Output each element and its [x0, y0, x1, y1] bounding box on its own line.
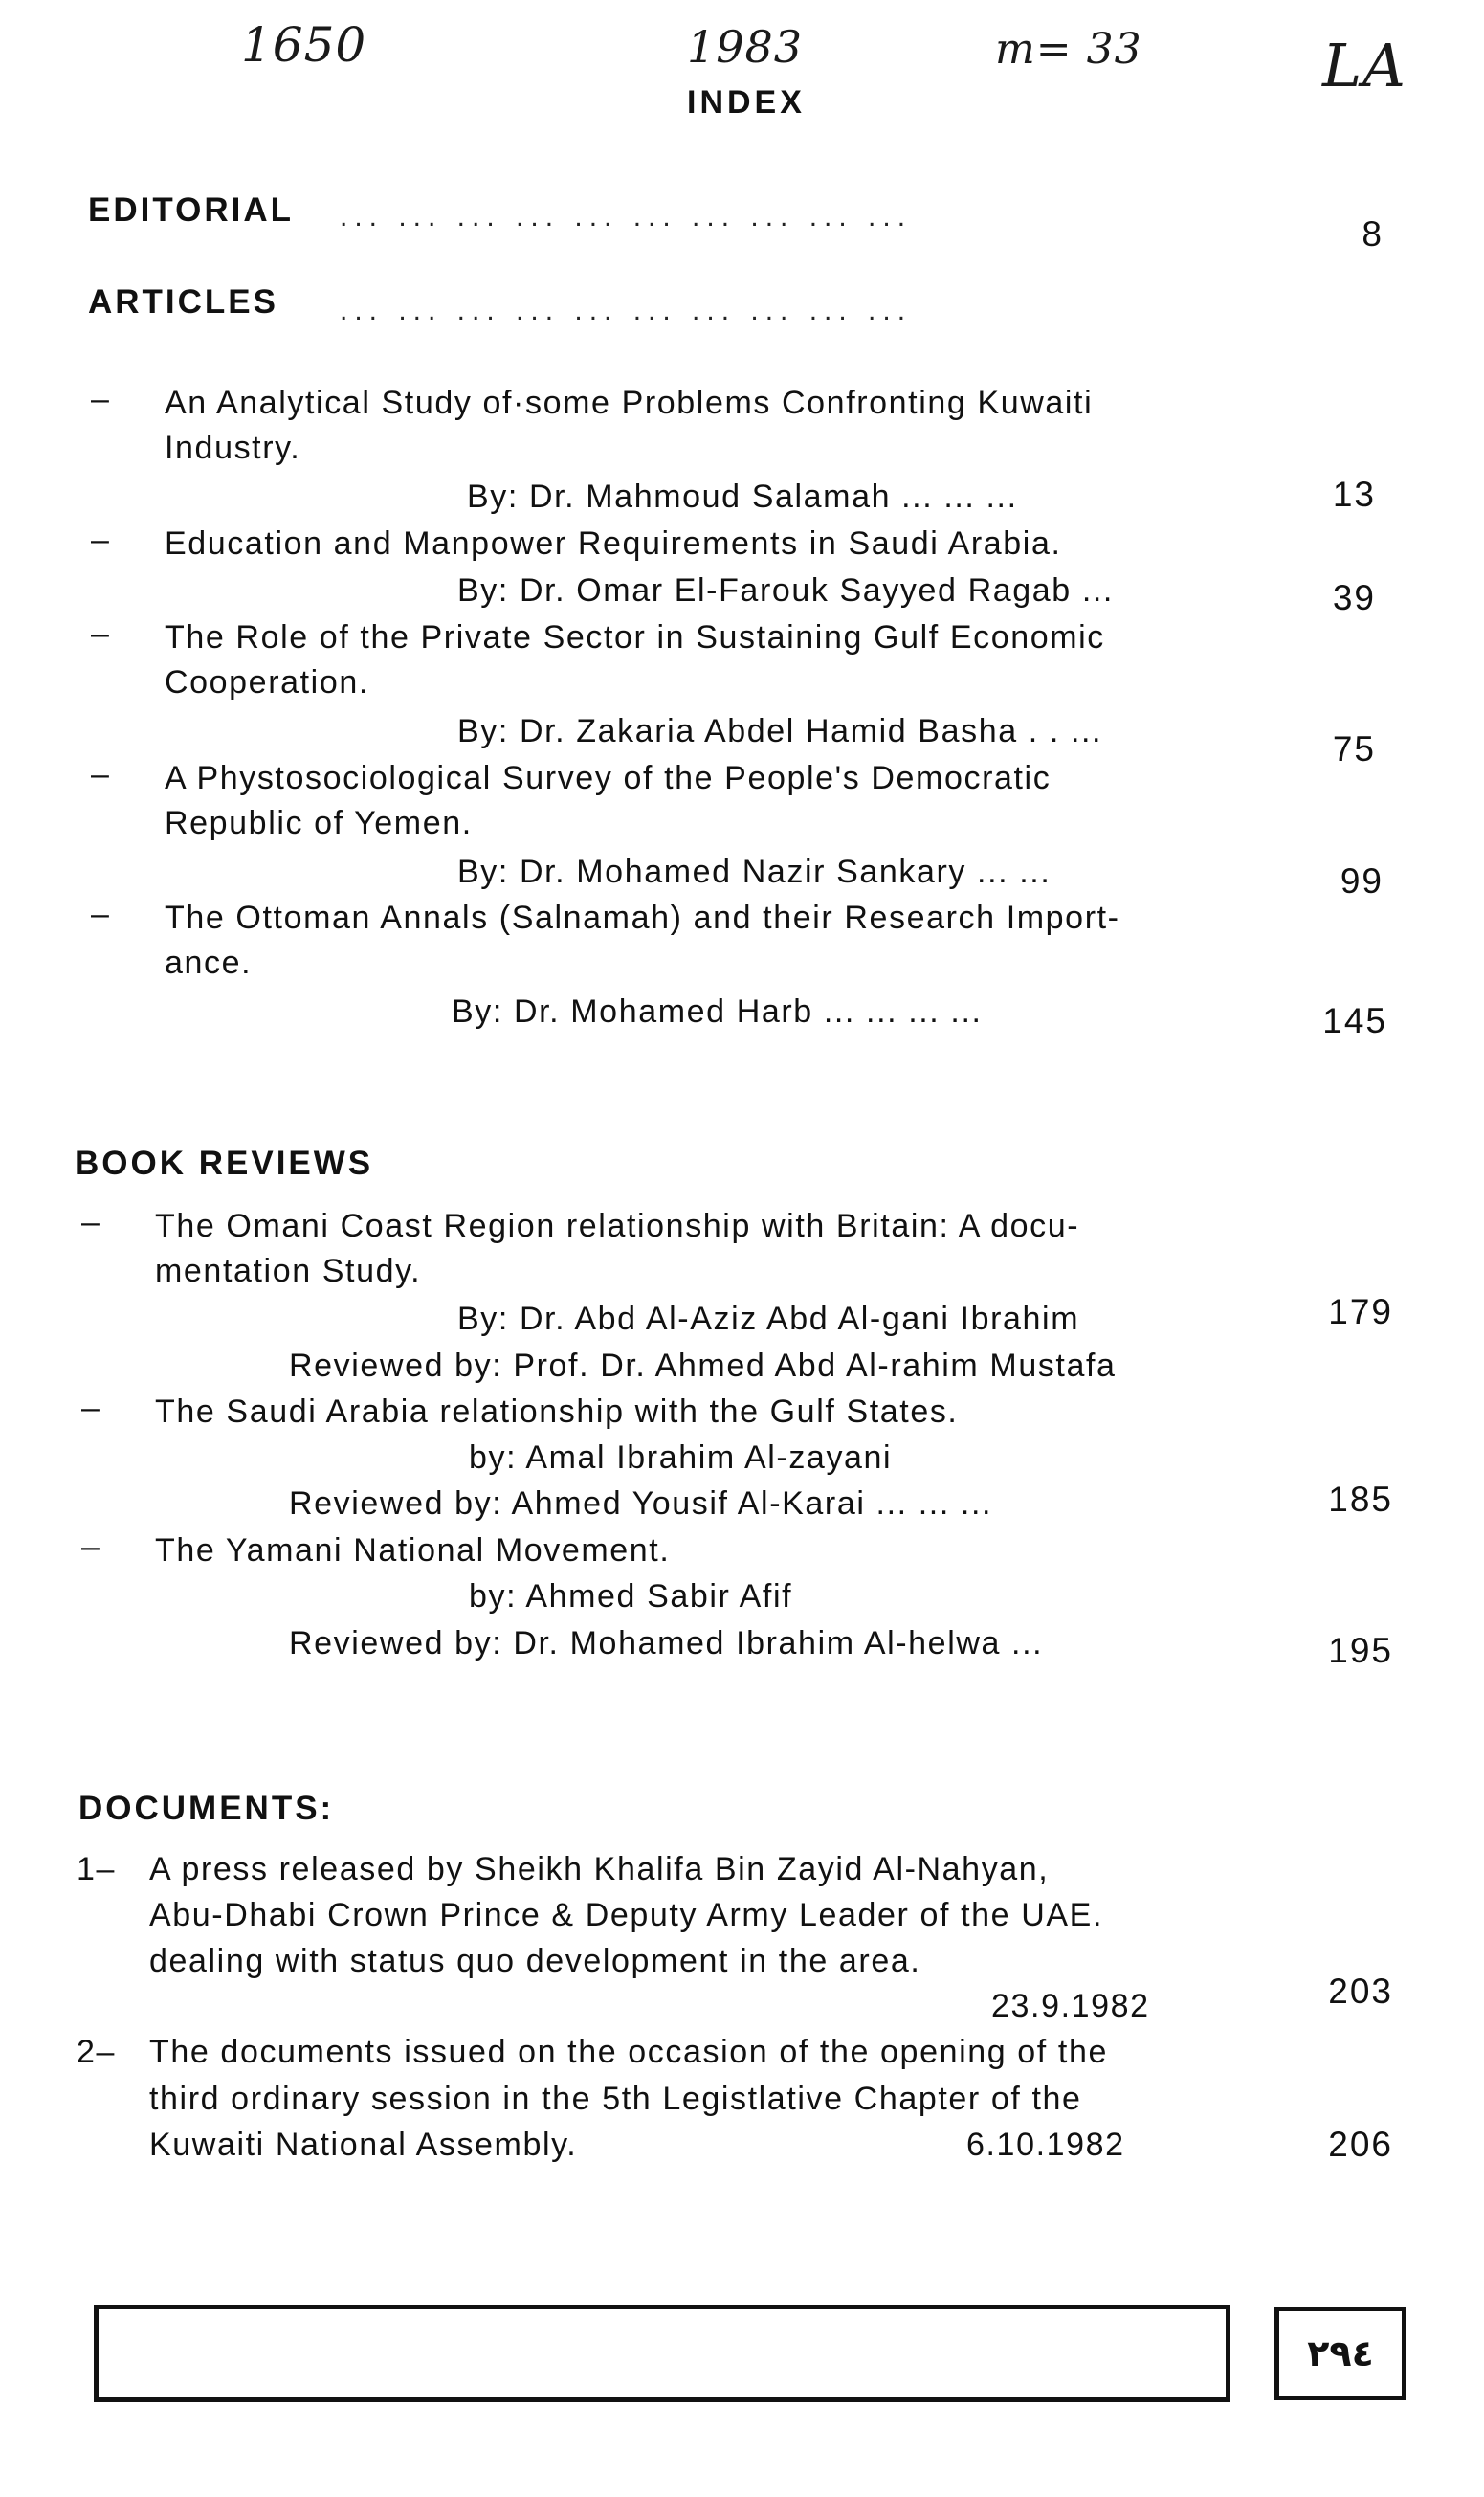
review-page: 179	[1328, 1292, 1393, 1331]
list-dash: –	[91, 381, 109, 417]
article-title: The Role of the Private Sector in Sustaining Gulf Economic	[165, 619, 1105, 656]
document-date: 6.10.1982	[966, 2127, 1125, 2163]
documents-heading: DOCUMENTS:	[78, 1790, 335, 1827]
list-dash: –	[91, 615, 109, 652]
document-text: A press released by Sheikh Khalifa Bin Zayid Al-Nahyan,	[149, 1851, 1050, 1887]
list-dash: –	[91, 756, 109, 792]
document-text: dealing with status quo development in the area.	[149, 1943, 921, 1979]
article-author: By: Dr. Mohamed Nazir Sankary ... ...	[457, 854, 1052, 890]
list-dash: –	[81, 1390, 100, 1426]
article-title: Education and Manpower Requirements in Saudi Arabia.	[165, 525, 1062, 562]
document-number: 1–	[77, 1851, 117, 1887]
arabic-page-number: ٢٩٤	[1307, 2332, 1374, 2374]
document-text: third ordinary session in the 5th Legistlative Chapter of the	[149, 2081, 1082, 2117]
review-page: 195	[1328, 1631, 1393, 1670]
article-title: An Analytical Study of·some Problems Confronting Kuwaiti	[165, 385, 1094, 421]
document-text: Abu-Dhabi Crown Prince & Deputy Army Leader of the UAE.	[149, 1897, 1103, 1933]
document-date: 23.9.1982	[991, 1988, 1150, 2024]
article-title: ance.	[165, 945, 253, 981]
article-title: Republic of Yemen.	[165, 805, 473, 841]
page-title: INDEX	[687, 84, 806, 121]
review-author: By: Dr. Abd Al-Aziz Abd Al-gani Ibrahim	[457, 1301, 1080, 1337]
handwritten-mark: LA	[1322, 31, 1406, 100]
editorial-page: 8	[1362, 214, 1384, 254]
article-page: 13	[1332, 475, 1376, 514]
list-dash: –	[81, 1528, 100, 1565]
review-title: The Saudi Arabia relationship with the Gulf States.	[155, 1393, 959, 1430]
review-author: by: Ahmed Sabir Afif	[469, 1578, 793, 1615]
document-text: Kuwaiti National Assembly.	[149, 2127, 578, 2163]
handwritten-number: 1650	[241, 17, 367, 73]
document-number: 2–	[77, 2034, 117, 2070]
review-title: The Omani Coast Region relationship with Britain: A docu-	[155, 1208, 1080, 1244]
footer-frame	[94, 2305, 1230, 2402]
book-reviews-heading: BOOK REVIEWS	[75, 1145, 374, 1182]
article-page: 99	[1340, 861, 1384, 901]
article-page: 145	[1322, 1001, 1387, 1040]
review-author: by: Amal Ibrahim Al-zayani	[469, 1439, 893, 1476]
handwritten-year: 1983	[687, 21, 804, 73]
article-title: Industry.	[165, 430, 301, 466]
article-author: By: Dr. Zakaria Abdel Hamid Basha . . ...	[457, 713, 1103, 749]
handwritten-issue: m= 33	[995, 25, 1142, 74]
article-title: Cooperation.	[165, 664, 369, 701]
list-dash: –	[81, 1204, 100, 1240]
articles-leader-dots: ... ... ... ... ... ... ... ... ... ...	[340, 295, 913, 326]
article-page: 75	[1332, 729, 1376, 769]
review-page: 185	[1328, 1480, 1393, 1519]
review-title: mentation Study.	[155, 1253, 422, 1289]
article-author: By: Dr. Mohamed Harb ... ... ... ...	[452, 993, 983, 1030]
editorial-heading: EDITORIAL	[88, 191, 294, 229]
article-title: A Phystosociological Survey of the People's Democratic	[165, 760, 1052, 796]
articles-heading: ARTICLES	[88, 283, 278, 321]
article-author: By: Dr. Mahmoud Salamah ... ... ...	[467, 479, 1018, 515]
document-page: 203	[1328, 1972, 1393, 2011]
document-text: The documents issued on the occasion of the opening of the	[149, 2034, 1108, 2070]
article-title: The Ottoman Annals (Salnamah) and their Research Import-	[165, 900, 1120, 936]
reviewer: Reviewed by: Prof. Dr. Ahmed Abd Al-rahim Mustafa	[289, 1348, 1117, 1384]
document-page: 206	[1328, 2125, 1393, 2164]
reviewer: Reviewed by: Ahmed Yousif Al-Karai ... ... ...	[289, 1485, 993, 1522]
editorial-leader-dots: ... ... ... ... ... ... ... ... ... ...	[340, 201, 913, 233]
article-author: By: Dr. Omar El-Farouk Sayyed Ragab ...	[457, 572, 1114, 609]
list-dash: –	[91, 522, 109, 558]
reviewer: Reviewed by: Dr. Mohamed Ibrahim Al-helwa ...	[289, 1625, 1044, 1661]
page-number-box	[1274, 2307, 1406, 2400]
article-page: 39	[1332, 578, 1376, 617]
review-title: The Yamani National Movement.	[155, 1532, 671, 1569]
list-dash: –	[91, 896, 109, 932]
